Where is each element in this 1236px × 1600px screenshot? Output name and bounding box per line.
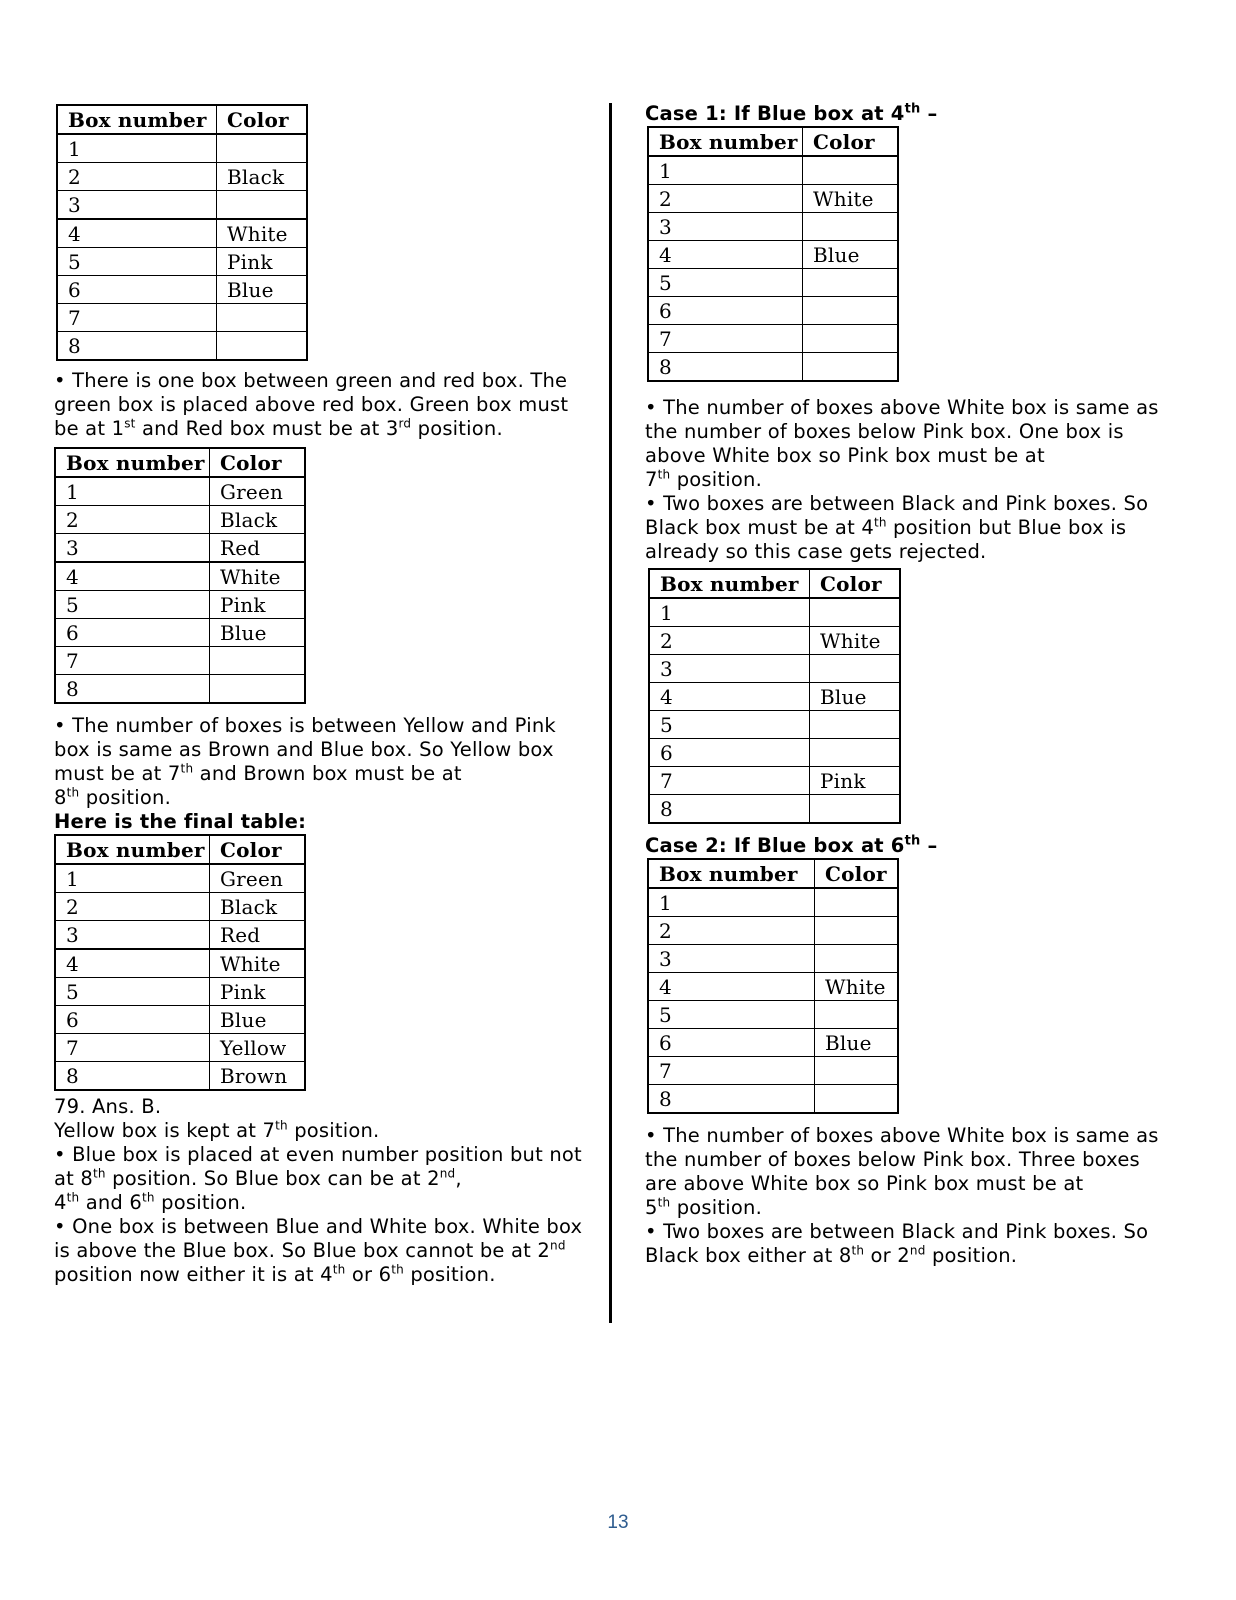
- table-row: [57, 332, 307, 361]
- box-number-cell: 6: [649, 739, 810, 767]
- table-row: [55, 921, 305, 950]
- superscript: th: [873, 515, 887, 530]
- color-cell: Green: [210, 477, 306, 506]
- text: 7: [645, 468, 658, 491]
- color-cell: [810, 655, 901, 683]
- column-divider: [609, 103, 612, 1323]
- table-header-row: [55, 448, 305, 477]
- box-number-cell: 7: [649, 767, 810, 795]
- left-column: [54, 104, 584, 1287]
- table-row: [57, 163, 307, 191]
- text: • Two boxes are between Black and Pink boxes. So Black box either at 8: [645, 1220, 1149, 1267]
- superscript: rd: [398, 416, 412, 431]
- superscript: th: [142, 1190, 155, 1205]
- table-row: [57, 134, 307, 163]
- box-number-cell: 4: [649, 683, 810, 711]
- paragraph-case2-pink: [645, 1124, 1175, 1220]
- table-row: [648, 973, 898, 1001]
- text: ,: [455, 1167, 462, 1190]
- header-color: Color: [810, 569, 901, 598]
- color-cell: Blue: [803, 241, 899, 269]
- text: Case 1: If Blue box at 4: [645, 102, 905, 125]
- text: position.: [411, 417, 503, 440]
- text: position.: [79, 786, 171, 809]
- text: or 6: [345, 1263, 392, 1286]
- text: position.: [154, 1191, 247, 1214]
- color-cell: [210, 675, 306, 704]
- table-row: [648, 1057, 898, 1085]
- text: 8: [54, 786, 67, 809]
- color-cell: Black: [217, 163, 308, 191]
- box-number-cell: 4: [648, 973, 815, 1001]
- table-row: [55, 591, 305, 619]
- paragraph-yellow-brown: [54, 714, 584, 810]
- table-row: [649, 683, 900, 711]
- color-cell: [810, 739, 901, 767]
- table-row: [55, 534, 305, 563]
- page-number: 13: [607, 1512, 629, 1533]
- box-number-cell: 8: [55, 1062, 210, 1091]
- header-box-number: Box number: [55, 448, 210, 477]
- table-row: [55, 978, 305, 1006]
- paragraph-green-red: [54, 369, 584, 441]
- color-cell: Blue: [810, 683, 901, 711]
- box-number-cell: 6: [57, 276, 217, 304]
- superscript: th: [904, 833, 921, 849]
- text: 4: [54, 1191, 67, 1214]
- header-color: Color: [803, 127, 899, 156]
- box-table-initial: [56, 104, 308, 361]
- paragraph-case1-pink: [645, 396, 1175, 492]
- table-header-row: [648, 859, 898, 888]
- box-number-cell: 1: [55, 864, 210, 893]
- table-row: [55, 619, 305, 647]
- table-row: [55, 1006, 305, 1034]
- table-row: [648, 156, 898, 185]
- table-row: [57, 191, 307, 220]
- superscript: th: [66, 1190, 80, 1205]
- text: –: [920, 102, 938, 125]
- color-cell: White: [217, 219, 308, 248]
- color-cell: [815, 1001, 899, 1029]
- superscript: nd: [909, 1243, 926, 1258]
- superscript: th: [391, 1262, 404, 1277]
- box-number-cell: 8: [55, 675, 210, 704]
- box-number-cell: 6: [648, 297, 803, 325]
- color-cell: [815, 945, 899, 973]
- color-cell: White: [210, 562, 306, 591]
- table-row: [648, 1029, 898, 1057]
- paragraph-case2-black: [645, 1220, 1175, 1268]
- color-cell: Brown: [210, 1062, 306, 1091]
- text: position.: [403, 1263, 496, 1286]
- table-row: [55, 477, 305, 506]
- text: • The number of boxes above White box is same as the number of boxes below Pink box. Three boxes are above White box so Pink box must be at: [645, 1124, 1159, 1195]
- text: position.: [287, 1119, 380, 1142]
- table-row: [649, 655, 900, 683]
- table-row: [649, 627, 900, 655]
- box-number-cell: 1: [55, 477, 210, 506]
- box-number-cell: 5: [648, 1001, 815, 1029]
- superscript: th: [66, 785, 80, 800]
- box-number-cell: 7: [648, 1057, 815, 1085]
- final-table-heading: Here is the final table:: [54, 810, 307, 833]
- box-number-cell: 1: [57, 134, 217, 163]
- color-cell: [210, 647, 306, 675]
- table-row: [55, 1034, 305, 1062]
- color-cell: Yellow: [210, 1034, 306, 1062]
- color-cell: Black: [210, 506, 306, 534]
- box-number-cell: 3: [649, 655, 810, 683]
- color-cell: [815, 1085, 899, 1114]
- case-1-heading: [645, 102, 1175, 126]
- box-number-cell: 6: [55, 1006, 210, 1034]
- color-cell: Pink: [217, 248, 308, 276]
- text: 5: [645, 1196, 658, 1219]
- box-number-cell: 5: [649, 711, 810, 739]
- table-header-row: [57, 105, 307, 134]
- box-number-cell: 6: [55, 619, 210, 647]
- text: • One box is between Blue and White box. White box is above the Blue box. So Blue box cannot be at 2: [54, 1215, 583, 1262]
- table-row: [648, 917, 898, 945]
- color-cell: Pink: [210, 591, 306, 619]
- superscript: st: [124, 416, 136, 431]
- color-cell: [803, 213, 899, 241]
- box-number-cell: 1: [648, 888, 815, 917]
- color-cell: [810, 711, 901, 739]
- box-number-cell: 3: [648, 213, 803, 241]
- paragraph-yellow-position: [54, 1119, 584, 1143]
- box-number-cell: 7: [55, 1034, 210, 1062]
- header-color: Color: [217, 105, 308, 134]
- box-number-cell: 3: [57, 191, 217, 220]
- color-cell: Red: [210, 921, 306, 950]
- box-number-cell: 8: [57, 332, 217, 361]
- box-table-green-red: [54, 447, 306, 704]
- table-row: [55, 647, 305, 675]
- paragraph-case1-black: [645, 492, 1175, 564]
- superscript: th: [275, 1118, 288, 1133]
- header-color: Color: [210, 835, 306, 864]
- table-row: [648, 1001, 898, 1029]
- box-number-cell: 5: [55, 978, 210, 1006]
- text: and Red box must be at 3: [135, 417, 399, 440]
- box-number-cell: 2: [648, 185, 803, 213]
- table-row: [648, 1085, 898, 1114]
- color-cell: [803, 269, 899, 297]
- table-row: [648, 185, 898, 213]
- table-row: [649, 739, 900, 767]
- header-color: Color: [210, 448, 306, 477]
- box-number-cell: 3: [648, 945, 815, 973]
- box-number-cell: 3: [55, 921, 210, 950]
- table-row: [649, 598, 900, 627]
- box-number-cell: 2: [57, 163, 217, 191]
- superscript: th: [904, 101, 921, 117]
- header-color: Color: [815, 859, 899, 888]
- text: or 2: [864, 1244, 910, 1267]
- box-number-cell: 5: [57, 248, 217, 276]
- table-row: [648, 353, 898, 382]
- color-cell: [803, 353, 899, 382]
- table-row: [648, 241, 898, 269]
- color-cell: White: [210, 949, 306, 978]
- answer-label: 79. Ans. B.: [54, 1095, 162, 1118]
- text: position.: [925, 1244, 1018, 1267]
- color-cell: [815, 1057, 899, 1085]
- table-header-row: [55, 835, 305, 864]
- table-row: [648, 297, 898, 325]
- text: • Two boxes are between Black and Pink boxes. So Black box must be at 4: [645, 492, 1149, 539]
- text: • There is one box between green and red box. The green box is placed above red box. Green box must be at 1: [54, 369, 569, 440]
- box-number-cell: 4: [57, 219, 217, 248]
- color-cell: Pink: [810, 767, 901, 795]
- color-cell: [803, 156, 899, 185]
- box-number-cell: 5: [55, 591, 210, 619]
- color-cell: [217, 191, 308, 220]
- superscript: nd: [439, 1166, 456, 1181]
- box-number-cell: 1: [648, 156, 803, 185]
- header-box-number: Box number: [55, 835, 210, 864]
- box-number-cell: 7: [648, 325, 803, 353]
- header-box-number: Box number: [648, 859, 815, 888]
- color-cell: [815, 888, 899, 917]
- table-row: [55, 1062, 305, 1091]
- color-cell: [217, 304, 308, 332]
- table-row: [649, 711, 900, 739]
- text: position.: [670, 468, 762, 491]
- paragraph-blue-even: [54, 1143, 584, 1215]
- color-cell: Black: [210, 893, 306, 921]
- text: • The number of boxes is between Yellow and Pink box is same as Brown and Blue box. So Yellow box must be at 7: [54, 714, 556, 785]
- box-number-cell: 1: [649, 598, 810, 627]
- box-table-case-1: [647, 126, 899, 382]
- text: Yellow box is kept at 7: [54, 1119, 276, 1142]
- box-number-cell: 8: [648, 353, 803, 382]
- table-row: [648, 213, 898, 241]
- box-number-cell: 7: [55, 647, 210, 675]
- text: position. So Blue box can be at 2: [105, 1167, 440, 1190]
- table-row: [648, 945, 898, 973]
- color-cell: [803, 325, 899, 353]
- header-box-number: Box number: [648, 127, 803, 156]
- table-row: [57, 219, 307, 248]
- table-header-row: [648, 127, 898, 156]
- superscript: th: [332, 1262, 346, 1277]
- superscript: th: [851, 1243, 865, 1258]
- text: • Blue box is placed at even number position but not at 8: [54, 1143, 582, 1190]
- text: –: [920, 834, 938, 857]
- table-row: [55, 562, 305, 591]
- text: position now either it is at 4: [54, 1263, 333, 1286]
- color-cell: Blue: [210, 619, 306, 647]
- header-box-number: Box number: [57, 105, 217, 134]
- box-table-final: [54, 834, 306, 1091]
- text: • The number of boxes above White box is same as the number of boxes below Pink box. One box is above White box so Pink box must be at: [645, 396, 1159, 467]
- box-number-cell: 4: [55, 949, 210, 978]
- case-2-heading: [645, 834, 1175, 858]
- box-number-cell: 2: [55, 893, 210, 921]
- table-row: [648, 269, 898, 297]
- table-header-row: [649, 569, 900, 598]
- text: and 6: [79, 1191, 143, 1214]
- color-cell: [815, 917, 899, 945]
- color-cell: [810, 598, 901, 627]
- table-row: [55, 675, 305, 704]
- table-row: [648, 888, 898, 917]
- color-cell: [217, 134, 308, 163]
- box-number-cell: 2: [55, 506, 210, 534]
- table-row: [649, 767, 900, 795]
- table-row: [55, 949, 305, 978]
- box-table-case-2: [647, 858, 899, 1114]
- superscript: th: [657, 467, 671, 482]
- superscript: nd: [550, 1238, 566, 1253]
- table-row: [55, 864, 305, 893]
- box-number-cell: 3: [55, 534, 210, 563]
- box-number-cell: 4: [55, 562, 210, 591]
- box-number-cell: 2: [648, 917, 815, 945]
- color-cell: [810, 795, 901, 824]
- superscript: th: [657, 1195, 671, 1210]
- text: position.: [670, 1196, 762, 1219]
- color-cell: White: [810, 627, 901, 655]
- table-row: [57, 276, 307, 304]
- color-cell: Red: [210, 534, 306, 563]
- table-row: [55, 506, 305, 534]
- color-cell: Pink: [210, 978, 306, 1006]
- box-table-case-1-pink: [648, 568, 901, 824]
- color-cell: [217, 332, 308, 361]
- text: position but Blue box is already so this case gets rejected.: [645, 516, 1127, 563]
- table-row: [648, 325, 898, 353]
- color-cell: White: [803, 185, 899, 213]
- superscript: th: [180, 761, 194, 776]
- box-number-cell: 5: [648, 269, 803, 297]
- box-number-cell: 8: [648, 1085, 815, 1114]
- table-row: [57, 248, 307, 276]
- color-cell: Green: [210, 864, 306, 893]
- color-cell: Blue: [815, 1029, 899, 1057]
- color-cell: [803, 297, 899, 325]
- text: Case 2: If Blue box at 6: [645, 834, 905, 857]
- color-cell: Blue: [217, 276, 308, 304]
- table-row: [57, 304, 307, 332]
- text: and Brown box must be at: [193, 762, 462, 785]
- color-cell: White: [815, 973, 899, 1001]
- superscript: th: [93, 1166, 106, 1181]
- table-row: [649, 795, 900, 824]
- box-number-cell: 2: [649, 627, 810, 655]
- right-column: [645, 102, 1175, 1268]
- color-cell: Blue: [210, 1006, 306, 1034]
- header-box-number: Box number: [649, 569, 810, 598]
- box-number-cell: 8: [649, 795, 810, 824]
- table-row: [55, 893, 305, 921]
- paragraph-blue-white: [54, 1215, 584, 1287]
- box-number-cell: 4: [648, 241, 803, 269]
- box-number-cell: 7: [57, 304, 217, 332]
- box-number-cell: 6: [648, 1029, 815, 1057]
